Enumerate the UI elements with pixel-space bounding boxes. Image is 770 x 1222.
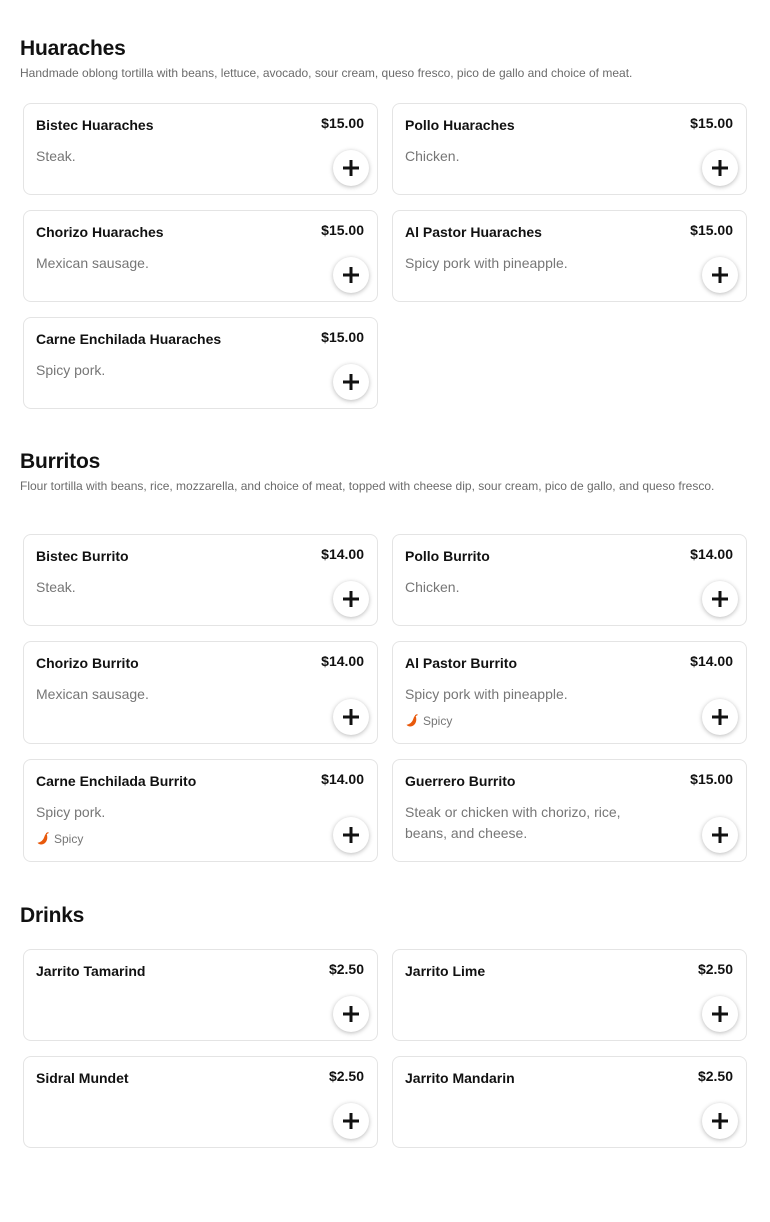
- plus-icon: [342, 826, 360, 844]
- menu-item-card[interactable]: [392, 1056, 747, 1148]
- item-price: $2.50: [328, 1068, 364, 1084]
- item-price: $15.00: [321, 222, 364, 238]
- item-description: Steak or chicken with chorizo, rice, beans, and cheese.: [405, 804, 621, 841]
- menu-item-card[interactable]: [23, 641, 378, 744]
- menu-item-card[interactable]: [392, 759, 747, 862]
- plus-icon: [342, 266, 360, 284]
- item-price: $14.00: [321, 653, 364, 669]
- menu-item-card[interactable]: [23, 534, 378, 626]
- item-price: $15.00: [690, 222, 733, 238]
- item-name: Carne Enchilada Huaraches: [36, 331, 222, 347]
- menu-item-card[interactable]: [23, 103, 378, 195]
- item-description: Chicken.: [405, 148, 460, 164]
- plus-icon: [711, 826, 729, 844]
- item-name: Pollo Burrito: [405, 548, 490, 564]
- item-price: $14.00: [690, 546, 733, 562]
- plus-icon: [342, 1005, 360, 1023]
- menu-item-card[interactable]: [392, 949, 747, 1041]
- plus-icon: [711, 159, 729, 177]
- section-title: Burritos: [20, 450, 101, 473]
- plus-icon: [711, 266, 729, 284]
- add-to-cart-button[interactable]: [333, 581, 369, 617]
- spicy-label: Spicy: [423, 714, 453, 728]
- item-price: $14.00: [321, 546, 364, 562]
- item-name: Chorizo Burrito: [36, 655, 139, 671]
- menu-item-card[interactable]: [23, 759, 378, 862]
- add-to-cart-button[interactable]: [333, 699, 369, 735]
- spicy-label: Spicy: [54, 832, 84, 846]
- add-to-cart-button[interactable]: [702, 996, 738, 1032]
- item-price: $15.00: [690, 115, 733, 131]
- add-to-cart-button[interactable]: [702, 150, 738, 186]
- menu-item-card[interactable]: [392, 641, 747, 744]
- plus-icon: [711, 708, 729, 726]
- item-description: Chicken.: [405, 579, 460, 595]
- menu-item-card[interactable]: [23, 210, 378, 302]
- add-to-cart-button[interactable]: [333, 364, 369, 400]
- plus-icon: [711, 590, 729, 608]
- plus-icon: [711, 1112, 729, 1130]
- add-to-cart-button[interactable]: [333, 817, 369, 853]
- section-description: Flour tortilla with beans, rice, mozzarella, and choice of meat, topped with cheese dip, sour cream, pico de gallo, and queso fresco.: [20, 479, 715, 493]
- item-price: $15.00: [690, 771, 733, 787]
- item-description: Spicy pork.: [36, 804, 106, 820]
- item-price: $2.50: [697, 1068, 733, 1084]
- item-name: Carne Enchilada Burrito: [36, 773, 197, 789]
- add-to-cart-button[interactable]: [702, 581, 738, 617]
- plus-icon: [342, 159, 360, 177]
- plus-icon: [342, 1112, 360, 1130]
- item-name: Al Pastor Huaraches: [405, 224, 542, 240]
- item-name: Bistec Huaraches: [36, 117, 154, 133]
- section-huaraches: [20, 36, 750, 82]
- item-description: Steak.: [36, 579, 76, 595]
- add-to-cart-button[interactable]: [333, 150, 369, 186]
- spicy-badge: [405, 714, 452, 728]
- plus-icon: [342, 708, 360, 726]
- section-title: Drinks: [20, 904, 85, 927]
- item-description: Steak.: [36, 148, 76, 164]
- spicy-badge: [36, 832, 83, 846]
- add-to-cart-button[interactable]: [702, 699, 738, 735]
- item-name: Jarrito Mandarin: [405, 1070, 515, 1086]
- item-name: Pollo Huaraches: [405, 117, 515, 133]
- plus-icon: [711, 1005, 729, 1023]
- item-price: $14.00: [690, 653, 733, 669]
- menu-item-card[interactable]: [23, 949, 378, 1041]
- menu-item-card[interactable]: [23, 317, 378, 409]
- section-burritos: [20, 449, 750, 495]
- item-name: Jarrito Lime: [405, 963, 486, 979]
- item-description: Spicy pork with pineapple.: [405, 255, 568, 271]
- item-name: Bistec Burrito: [36, 548, 129, 564]
- item-price: $2.50: [328, 961, 364, 977]
- item-name: Chorizo Huaraches: [36, 224, 164, 240]
- chili-pepper-icon: [405, 714, 419, 728]
- chili-pepper-icon: [36, 832, 50, 846]
- item-description: Spicy pork with pineapple.: [405, 686, 568, 702]
- menu-item-card[interactable]: [392, 103, 747, 195]
- item-price: $15.00: [321, 329, 364, 345]
- section-description: Handmade oblong tortilla with beans, lettuce, avocado, sour cream, queso fresco, pico de gallo and choice of meat.: [20, 66, 633, 80]
- item-description: Mexican sausage.: [36, 255, 149, 271]
- item-price: $2.50: [697, 961, 733, 977]
- add-to-cart-button[interactable]: [333, 1103, 369, 1139]
- add-to-cart-button[interactable]: [702, 1103, 738, 1139]
- section-title: Huaraches: [20, 37, 126, 60]
- add-to-cart-button[interactable]: [702, 257, 738, 293]
- item-name: Guerrero Burrito: [405, 773, 516, 789]
- menu-item-card[interactable]: [392, 210, 747, 302]
- plus-icon: [342, 373, 360, 391]
- item-description: Mexican sausage.: [36, 686, 149, 702]
- menu-item-card[interactable]: [392, 534, 747, 626]
- section-drinks: [20, 903, 750, 929]
- add-to-cart-button[interactable]: [333, 996, 369, 1032]
- plus-icon: [342, 590, 360, 608]
- item-name: Sidral Mundet: [36, 1070, 129, 1086]
- item-price: $14.00: [321, 771, 364, 787]
- add-to-cart-button[interactable]: [333, 257, 369, 293]
- item-name: Al Pastor Burrito: [405, 655, 518, 671]
- item-name: Jarrito Tamarind: [36, 963, 146, 979]
- item-description: Spicy pork.: [36, 362, 106, 378]
- item-price: $15.00: [321, 115, 364, 131]
- menu-item-card[interactable]: [23, 1056, 378, 1148]
- add-to-cart-button[interactable]: [702, 817, 738, 853]
